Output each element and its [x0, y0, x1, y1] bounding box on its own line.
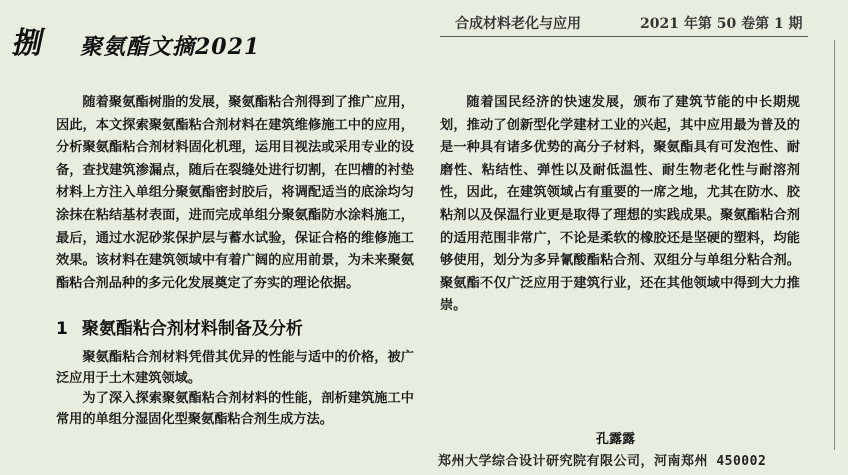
- section-title: 聚氨酯粘合剂材料制备及分析: [81, 319, 303, 339]
- author-name: 孔露露: [596, 432, 636, 447]
- header-rule: [440, 36, 808, 37]
- right-column: [440, 92, 800, 318]
- column-title: 聚氨酯文摘2021: [80, 34, 261, 60]
- logo-character: 捌: [9, 26, 45, 61]
- issue-info: 2021 年第 50 卷第 1 期: [640, 16, 803, 32]
- right-column-paragraph: 随着国民经济的快速发展，颁布了建筑节能的中长期规划，推动了创新型化学建材工业的兴起，其中应用最为普及的是一种具有诸多优势的高分子材料，聚氨酯具有可发泡性、耐磨性、粘结性、弹性以及耐低温性、耐生物老化性与耐溶剂性，因此，在建筑领域占有重要的一席之地，尤其在防水、胶粘剂以及保温行业更是取得了理想的实践成果。聚氨酯粘合剂的适用范围非常广，不论是柔软的橡胶还是坚硬的塑料，均能够使用，划分为多异氰酸酯粘合剂、双组分与单组分粘合剂。聚氨酯不仅广泛应用于建筑行业，还在其他领域中得到大力推崇。: [440, 95, 800, 314]
- left-column: [56, 92, 414, 295]
- section-number: 1: [56, 319, 68, 339]
- section-paragraph-2: 为了深入探索聚氨酯粘合剂材料的性能，剖析建筑施工中常用的单组分湿固化型聚氨酯粘合剂生成方法。: [56, 391, 414, 427]
- section-heading: [56, 314, 303, 339]
- journal-name: 合成材料老化与应用: [455, 16, 581, 32]
- masthead: [0, 0, 848, 70]
- author-affiliation: 郑州大学综合设计研究院有限公司，河南郑州 450002: [438, 454, 767, 469]
- right-margin-rule: [834, 40, 835, 450]
- section-paragraph-1: 聚氨酯粘合剂材料凭借其优异的性能与适中的价格，被广泛应用于土木建筑领域。: [56, 350, 414, 386]
- section-body: [56, 348, 414, 430]
- abstract-paragraph: 随着聚氨酯树脂的发展，聚氨酯粘合剂得到了推广应用，因此，本文探索聚氨酯粘合剂材料在建筑维修施工中的应用，分析聚氨酯粘合剂材料固化机理，运用目视法或采用专业的设备，查找建筑渗漏点，随后在裂缝处进行切割，在凹槽的衬垫材料上方注入单组分聚氨酯密封胶后，将调配适当的底涂均匀涂抹在粘结基材表面，进而完成单组分聚氨酯防水涂料施工，最后，通过水泥砂浆保护层与蓄水试验，保证合格的维修施工效果。该材料在建筑领域中有着广阔的应用前景，为未来聚氨酯粘合剂品种的多元化发展奠定了夯实的理论依据。: [56, 95, 414, 291]
